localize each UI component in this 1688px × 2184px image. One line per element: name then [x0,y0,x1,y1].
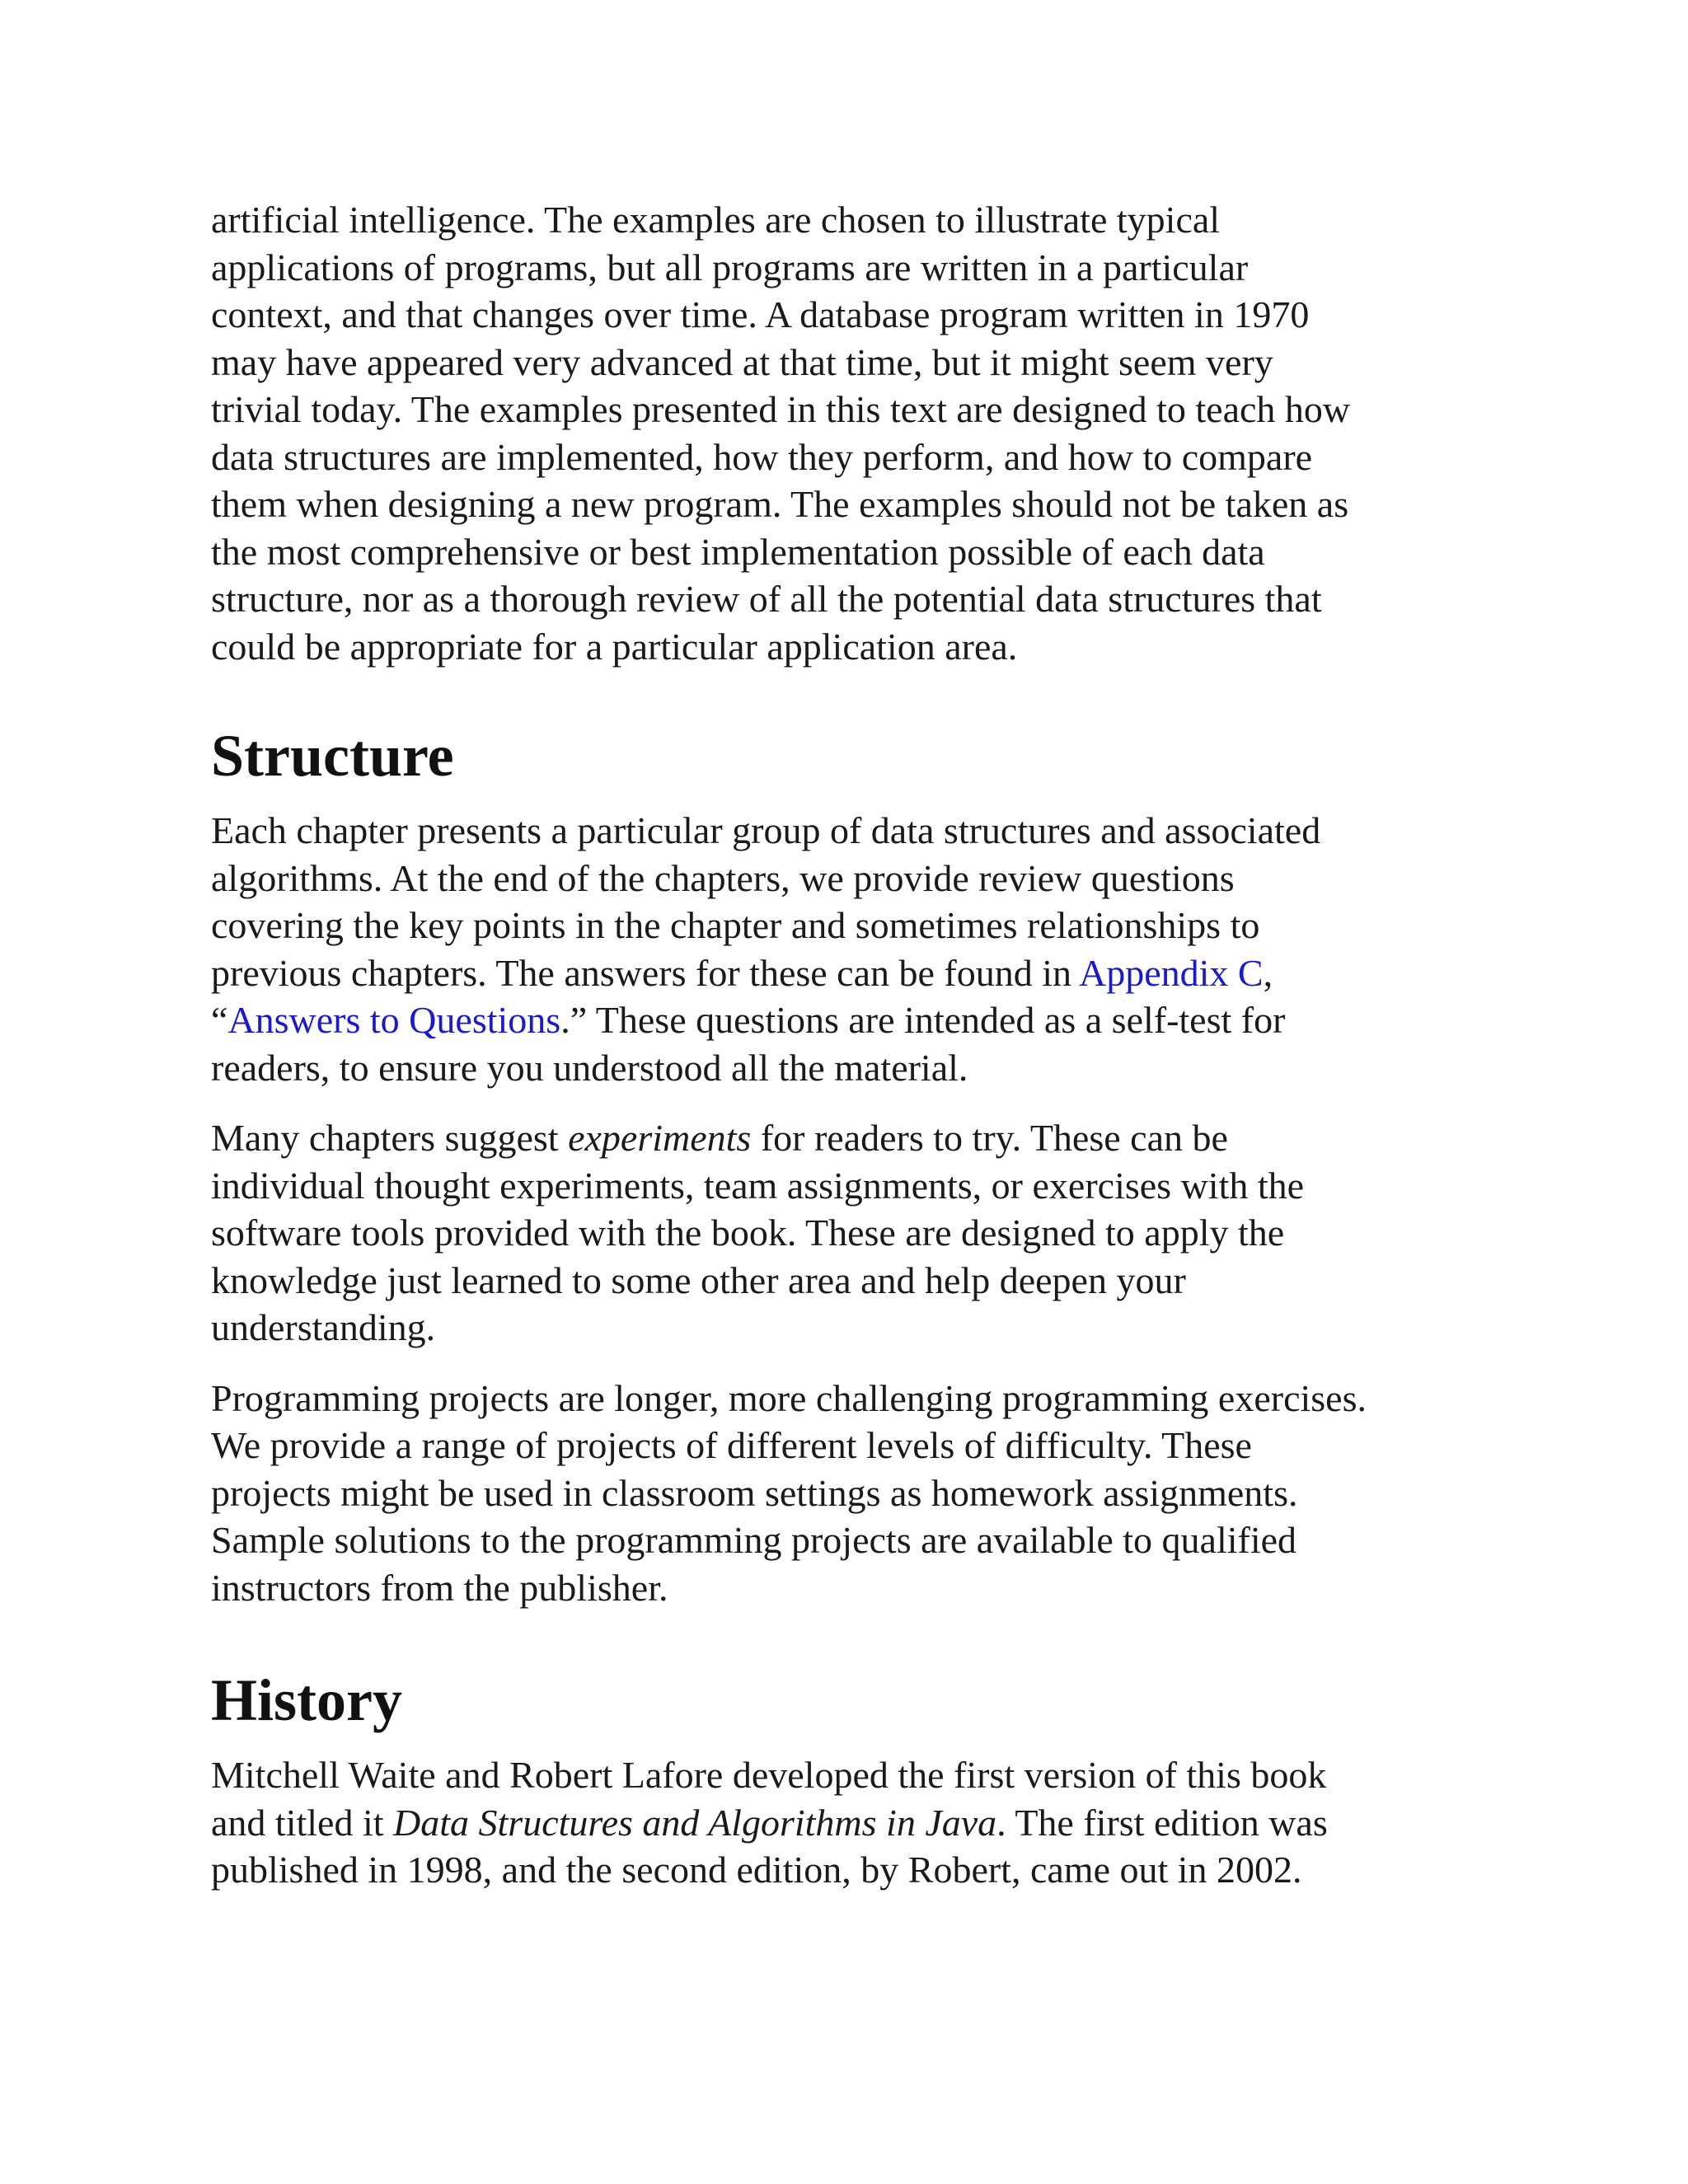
open-quote: “ [211,999,228,1041]
text-line [211,1114,1505,1162]
history-paragraph [211,1751,1505,1894]
text-line: software tools provided with the book. These are designed to apply the [211,1212,1285,1254]
text-line: published in 1998, and the second edition, by Robert, came out in 2002. [211,1849,1302,1891]
text-line [211,949,1505,997]
text-line: covering the key points in the chapter and sometimes relationships to [211,904,1260,946]
document-page [211,196,1505,1917]
text-line: Sample solutions to the programming projects are available to qualified [211,1519,1297,1561]
structure-paragraph-experiments [211,1114,1505,1352]
text-line: Mitchell Waite and Robert Lafore developed the first version of this book [211,1754,1327,1796]
section-heading-structure: Structure [211,723,454,789]
text-segment: . The first edition was [996,1801,1328,1844]
text-segment: .” These questions are intended as a self-test for [560,999,1286,1041]
text-line: may have appeared very advanced at that time, but it might seem very [211,340,1273,383]
answers-to-questions-link[interactable]: Answers to Questions [227,999,561,1041]
text-line [211,996,1505,1044]
structure-paragraph-projects [211,1375,1505,1612]
text-line: could be appropriate for a particular application area. [211,625,1018,668]
text-line: trivial today. The examples presented in this text are designed to teach how [211,388,1351,430]
text-segment: previous chapters. The answers for these can be found in [211,951,1079,994]
text-line: artificial intelligence. The examples are chosen to illustrate typical [211,199,1221,241]
text-line: Each chapter presents a particular group of data structures and associated [211,809,1321,851]
text-segment: and titled it [211,1801,394,1844]
text-line: applications of programs, but all programs are written in a particular [211,246,1249,288]
intro-paragraph [211,196,1505,670]
text-line: them when designing a new program. The examples should not be taken as [211,483,1349,525]
text-line: context, and that changes over time. A database program written in 1970 [211,293,1310,335]
text-line: projects might be used in classroom settings as homework assignments. [211,1471,1298,1514]
text-line: individual thought experiments, team assignments, or exercises with the [211,1164,1305,1207]
text-segment: , [1263,951,1273,994]
text-line: algorithms. At the end of the chapters, we provide review questions [211,856,1235,899]
text-segment: Many chapters suggest [211,1117,569,1159]
text-line: data structures are implemented, how they perform, and how to compare [211,435,1313,478]
text-line [211,1799,1505,1847]
book-title: Data Structures and Algorithms in Java [393,1801,997,1844]
text-line: understanding. [211,1306,436,1348]
text-line: We provide a range of projects of different levels of difficulty. These [211,1424,1252,1466]
emphasis-experiments: experiments [568,1117,752,1159]
appendix-c-link[interactable]: Appendix C [1079,951,1264,994]
text-segment: for readers to try. These can be [751,1117,1228,1159]
section-heading-history: History [211,1667,402,1733]
text-line: the most comprehensive or best implementation possible of each data [211,530,1265,573]
text-line: Programming projects are longer, more challenging programming exercises. [211,1376,1367,1419]
text-line: readers, to ensure you understood all the material. [211,1046,968,1089]
text-line: knowledge just learned to some other area and help deepen your [211,1258,1186,1301]
text-line: instructors from the publisher. [211,1566,668,1609]
text-line: structure, nor as a thorough review of all the potential data structures that [211,578,1322,620]
structure-paragraph-review-questions [211,807,1505,1091]
